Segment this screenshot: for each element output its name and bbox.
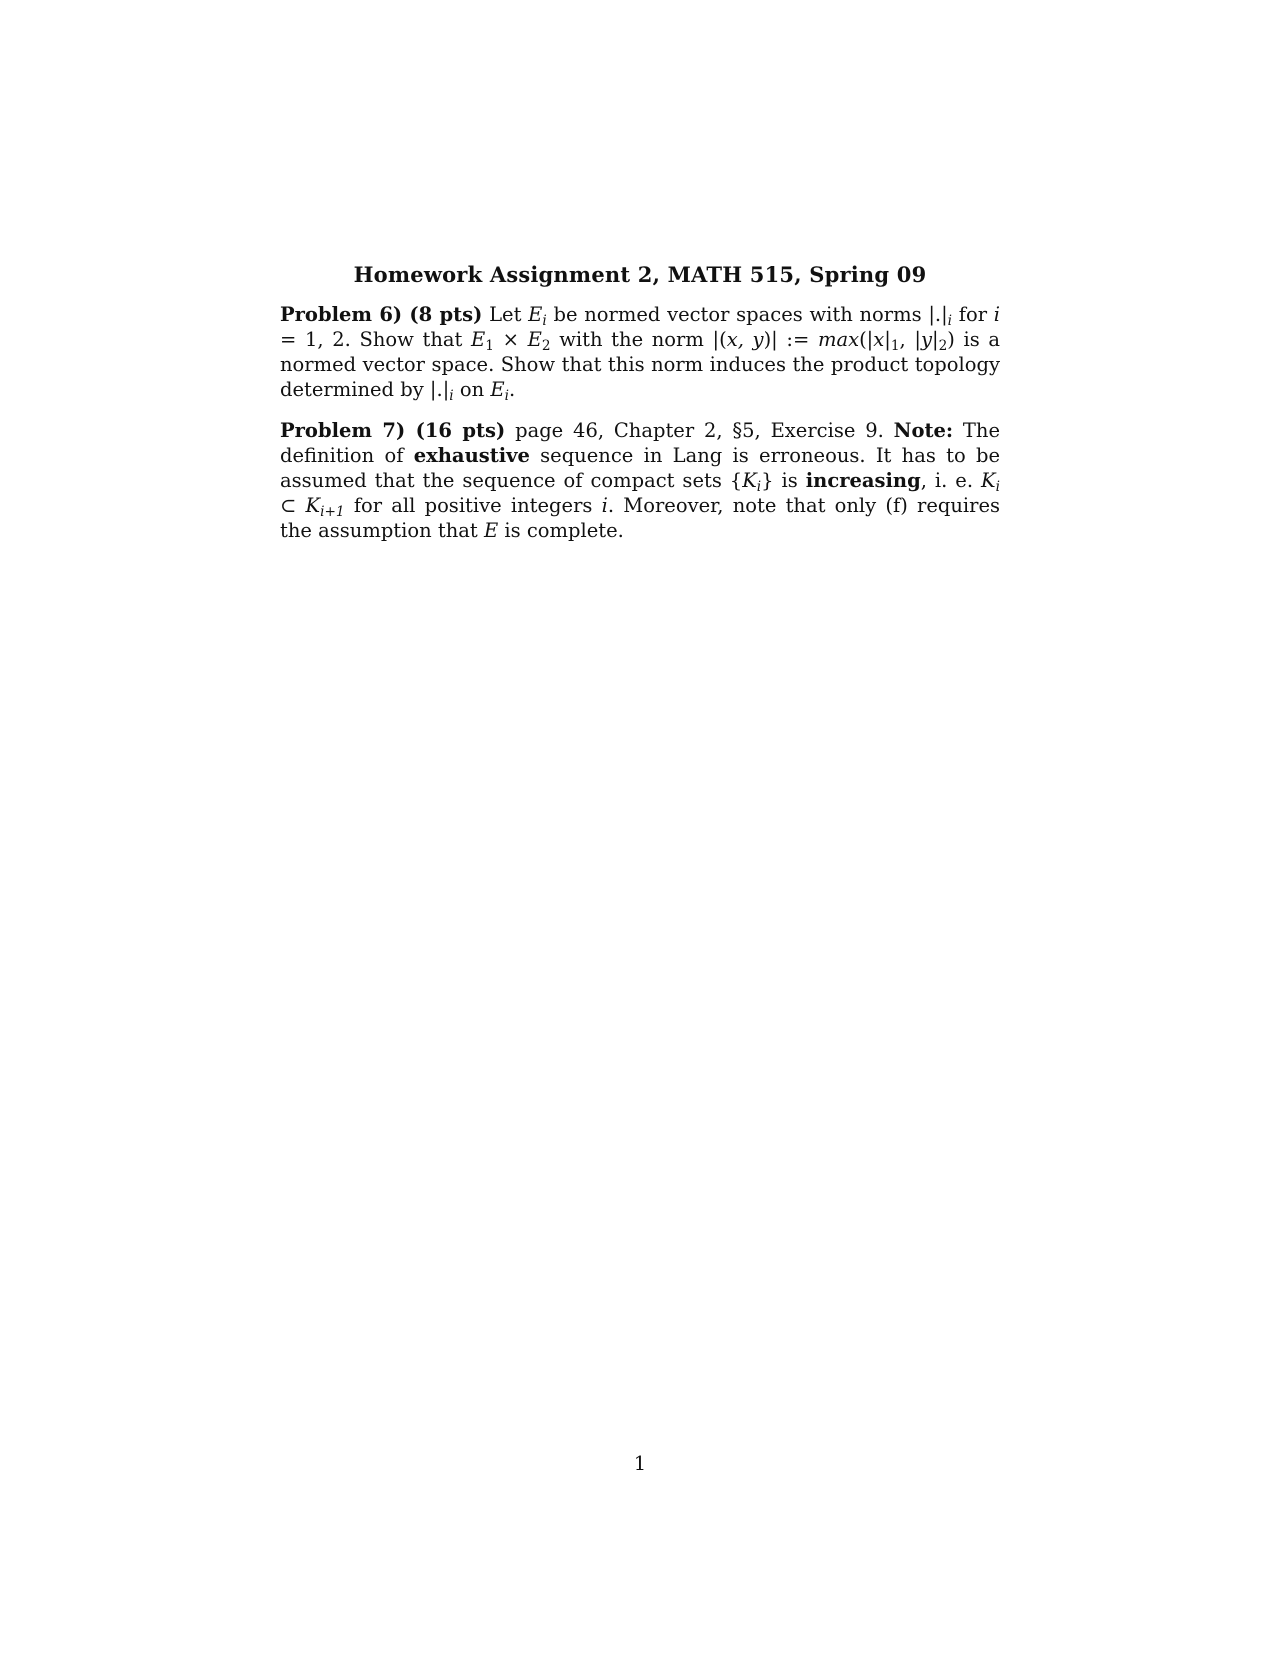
math-text: |	[931, 328, 939, 351]
math-sub-2: 2	[938, 338, 948, 355]
math-k: K	[305, 494, 321, 517]
math-sub-i: i	[542, 313, 547, 330]
math-sub-1: 1	[890, 338, 900, 355]
note-label: Note:	[893, 419, 954, 442]
problem-7-text: The definition of	[280, 419, 1001, 467]
problem-6-text: for	[958, 303, 988, 326]
problem-7-heading: Problem 7) (16 pts)	[280, 419, 506, 442]
page-title: Homework Assignment 2, MATH 515, Spring 09	[353, 262, 927, 287]
math-sub-i: i	[504, 388, 509, 405]
math-sub-i-plus-1: i+1	[320, 504, 345, 521]
math-y: y	[920, 328, 932, 351]
problem-6	[280, 302, 1001, 405]
problem-6-text: be normed vector spaces with norms |.|	[553, 303, 948, 326]
math-i: i	[993, 303, 1001, 326]
math-sub-i: i	[947, 313, 953, 330]
problem-7-text: , i. e.	[920, 469, 974, 492]
math-e: E	[490, 378, 505, 401]
problem-6-text: with the norm |(	[559, 328, 727, 351]
math-k: K	[742, 469, 757, 492]
math-e: E	[471, 328, 486, 351]
math-assign: )| :=	[763, 328, 810, 351]
math-eq: = 1, 2.	[280, 328, 351, 351]
page-number: 1	[633, 1452, 647, 1475]
math-e: E	[483, 519, 499, 542]
increasing-term: increasing	[805, 469, 921, 492]
problem-6-heading: Problem 6) (8 pts)	[280, 303, 483, 326]
problem-7-text: . Moreover, note that only (f) requires the assumption that	[280, 494, 1001, 542]
problem-7-text: for all positive integers	[353, 494, 593, 517]
problem-6-text: Show that	[359, 328, 463, 351]
math-sub-2: 2	[541, 338, 551, 355]
problem-6-text: Let	[489, 303, 522, 326]
math-sub-i: i	[756, 479, 762, 496]
math-sub-i: i	[995, 479, 1000, 496]
math-e: E	[528, 303, 543, 326]
math-text: (|	[859, 328, 874, 351]
problem-7-text: page 46, Chapter 2, §5, Exercise 9.	[515, 419, 884, 442]
math-sub-i: i	[449, 388, 454, 405]
exhaustive-term: exhaustive	[413, 444, 530, 467]
math-text: |	[884, 328, 891, 351]
math-xy: x, y	[726, 328, 764, 351]
math-text: , |	[899, 328, 921, 351]
math-times: ×	[502, 328, 519, 351]
math-k: K	[981, 469, 996, 492]
math-subset: ⊂	[280, 494, 297, 517]
math-e: E	[527, 328, 542, 351]
math-sub-1: 1	[485, 338, 494, 355]
math-x: x	[873, 328, 885, 351]
problem-7-text: } is	[761, 469, 798, 492]
math-max: max	[817, 328, 860, 351]
problem-7	[280, 418, 1000, 543]
problem-7-text: sequence in Lang is erroneous. It has to be assumed that the sequence of compact sets {	[280, 444, 1001, 492]
problem-6-text: .	[508, 378, 516, 401]
problem-7-text: is complete.	[504, 519, 624, 542]
math-i: i	[601, 494, 608, 517]
problem-6-text: on	[459, 378, 485, 401]
problem-6-text: ) is a normed vector space. Show that this norm induces the product topology determined by |.|	[280, 328, 1001, 401]
